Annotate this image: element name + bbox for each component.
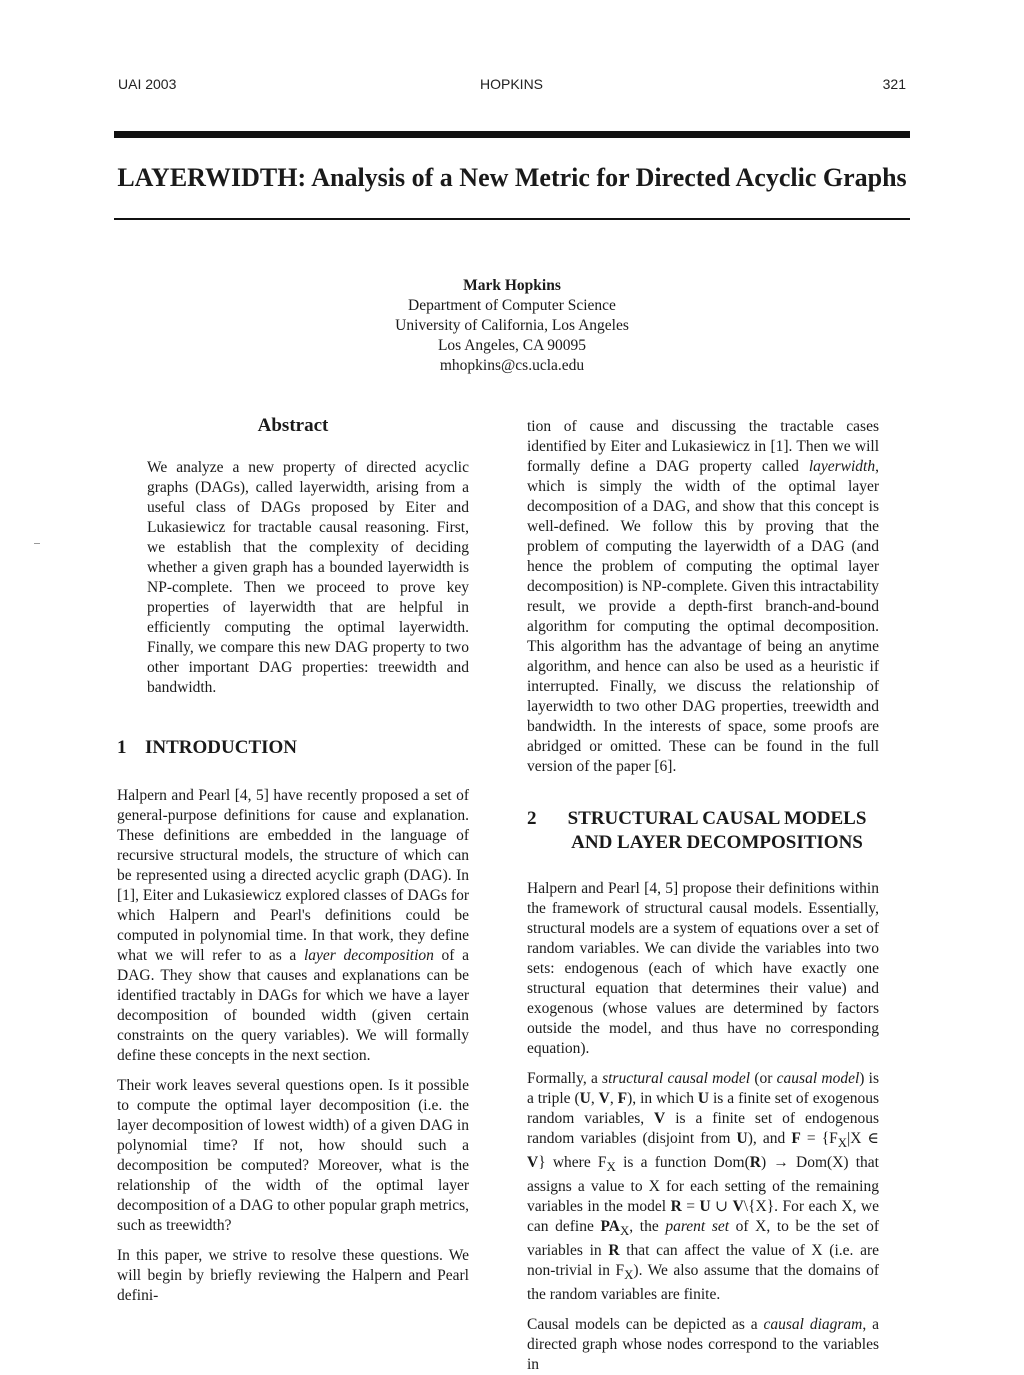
title-bottom-rule [114, 218, 910, 220]
section-2-paragraph-1: Halpern and Pearl [4, 5] propose their definitions within the framework of structural causal models. Essentially, structural models are a system of equations over a set of random variables. We can divide the variables into two sets: endogenous (each of which have exactly one structural equation that determines their value) and exogenous (whose values are determined by factors outside the model, and thus have no corresponding equation). [527, 880, 879, 1057]
running-head [118, 74, 908, 94]
section-2-title-line-1: STRUCTURAL CAUSAL MODELS [567, 808, 867, 829]
conference-label: UAI 2003 [118, 76, 177, 92]
right-column [527, 417, 879, 1375]
section-1-number: 1 [117, 737, 127, 758]
section-2-paragraph-3: Causal models can be depicted as a causal diagram, a directed graph whose nodes correspond to the variables in [527, 1316, 879, 1374]
paper-title: LAYERWIDTH: Analysis of a New Metric for Directed Acyclic Graphs [117, 163, 907, 192]
left-column [117, 414, 469, 1306]
intro-paragraph-2: Their work leaves several questions open. Is it possible to compute the optimal layer decomposition (i.e. the layer decomposition of lowest width) of a given DAG in polynomial time? If not, how should such a decomposition be computed? Moreover, what is the relationship of the width of the optimal layer decomposition of a DAG to other popular graph metrics, such as treewidth? [117, 1077, 469, 1234]
abstract-heading: Abstract [257, 415, 329, 436]
section-1-title: INTRODUCTION [145, 737, 298, 758]
intro-paragraph-continued: tion of cause and discussing the tractable cases identified by Eiter and Lukasiewicz in [1]. Then we will formally define a DAG property called layerwidth, which is simply the width of the optimal layer decomposition of a DAG, and show that this concept is well-defined. We follow this by proving that the problem of computing the layerwidth of a DAG (and hence the problem of computing the optimal layer decomposition) is NP-complete. Given this intractability result, we provide a depth-first branch-and-bound algorithm for computing the optimal decomposition. This algorithm has the advantage of being an anytime algorithm, and hence can also be used as a heuristic if interrupted. Finally, we discuss the relationship of layerwidth to two other DAG properties, treewidth and bandwidth. In the interests of space, some proofs are abridged or omitted. These can be found in the full version of the paper [6]. [527, 418, 879, 775]
intro-paragraph-1: Halpern and Pearl [4, 5] have recently proposed a set of general-purpose definitions for cause and explanation. These definitions are embedded in the language of recursive structural models, the structure of which can be represented using a directed acyclic graph (DAG). In [1], Eiter and Lukasiewicz explored classes of DAGs for which Halpern and Pearl's definitions could be computed in polynomial time. In that work, they define what we will refer to as a layer decomposition of a DAG. They show that causes and explanations can be identified tractably in DAGs for which we have a layer decomposition of bounded width (given certain constraints on the query variables). We will formally define these concepts in the next section. [117, 787, 469, 1064]
author-email: mhopkins@cs.ucla.edu [439, 357, 585, 374]
author-block [312, 276, 712, 376]
author-department: Department of Computer Science [408, 297, 616, 314]
title-top-rule [114, 131, 910, 138]
section-2-paragraph-2: Formally, a structural causal model (or causal model) is a triple (U, V, F), in which U is a finite set of exogenous random variables, V is a finite set of endogenous random variables (disjoint from U), and $F = \{F_X|X$ ∈ V} where $F_X$ is a function Dom(R) → Dom(X) that assigns a value to X for each setting of the remaining variables in the model R = U ∪ V\{X}. For each X, we can define $PA_X$, the parent set of X, to be the set of variables in R that can affect the value of X (i.e. are non-trivial in $F_X$). We also assume that the domains of the random variables are finite. [527, 1070, 879, 1304]
section-2-heading [527, 807, 879, 855]
author-name: Mark Hopkins [463, 277, 561, 294]
section-2-number: 2 [527, 808, 537, 829]
section-2-title-line-2: AND LAYER DECOMPOSITIONS [571, 832, 863, 853]
abstract-text: We analyze a new property of directed acyclic graphs (DAGs), called layerwidth, arising from a useful class of DAGs proposed by Eiter and Lukasiewicz for tractable causal reasoning. First, we establish that the complexity of deciding whether a given graph has a bounded layerwidth is NP-complete. Then we proceed to prove key properties of layerwidth that are helpful in efficiently computing the optimal layerwidth. Finally, we compare this new DAG property to two other important DAG properties: treewidth and bandwidth. [147, 459, 469, 696]
section-1-heading [117, 736, 469, 760]
margin-mark [34, 543, 40, 544]
author-university: University of California, Los Angeles [395, 317, 629, 334]
running-author: HOPKINS [480, 76, 544, 92]
intro-paragraph-3: In this paper, we strive to resolve these questions. We will begin by briefly reviewing the Halpern and Pearl defini- [117, 1247, 469, 1304]
page-number: 321 [882, 76, 906, 92]
author-city: Los Angeles, CA 90095 [437, 337, 587, 354]
